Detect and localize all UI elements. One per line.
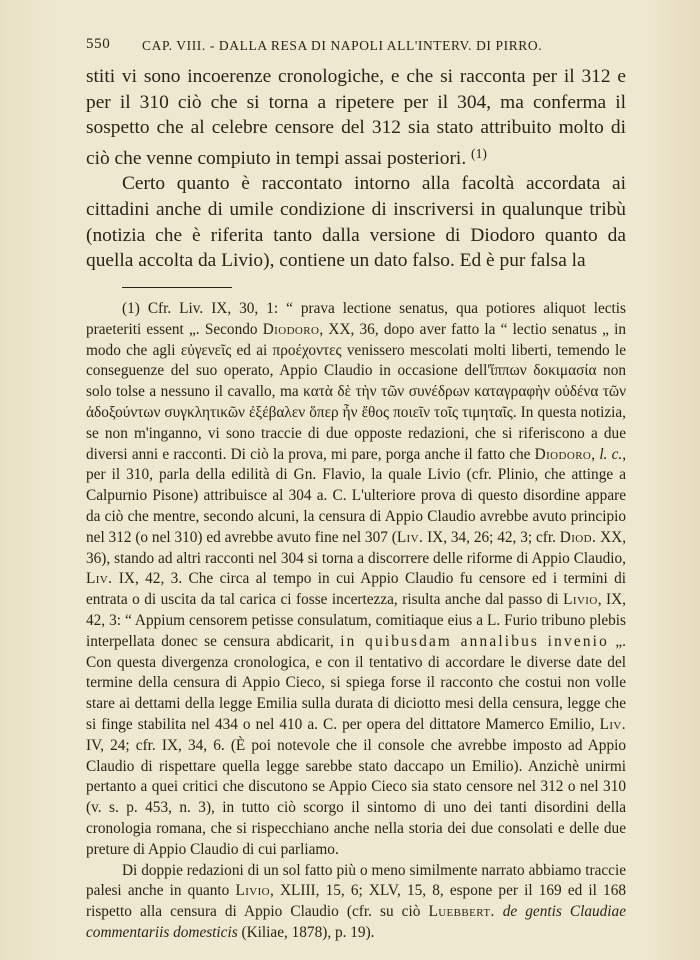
footnote-text: Cfr. Liv. IX, 30, 1: “ prava lectione senatus, qua potiores aliquot lectis praeteriti essent „. Secondo [86, 300, 626, 338]
footnote-text: IX, 34, 26; 42, 3; cfr. [427, 528, 556, 546]
footnote-text: IX, 42, 3. Che circa al tempo in cui Appio Claudio fu censore ed i termini di entrata o di uscita da tal carica ci fosse incertezza, risulta anche dal passo di [86, 570, 626, 609]
author-name: Livio [235, 882, 271, 900]
page-number: 550 [86, 36, 111, 52]
footnotes [86, 299, 626, 944]
footnote-mark: (1) [122, 300, 140, 317]
running-title: CAP. VIII. - DALLA RESA DI NAPOLI ALL'INTERV. DI PIRRO. [142, 38, 543, 53]
author-name: Liv. [396, 528, 424, 546]
footnote [86, 299, 626, 861]
footnote-text: , XLIII, 15, 6; XLV, 15, 8, espone per il 169 ed il 168 rispetto alla censura di Appio Claudio (cfr. su ciò [86, 882, 626, 921]
footnote-text: Di doppie redazioni di un sol fatto più o meno similmente narrato abbiamo traccie palesi anche in quanto [86, 861, 626, 900]
author-name: Diodoro [262, 320, 320, 338]
author-name: Liv. [86, 570, 113, 588]
author-name: Livio [563, 591, 598, 609]
main-text [86, 64, 626, 274]
footnote-text: IV, 24; cfr. IX, 34, 6. (È poi notevole che il console che avrebbe imposto ad Appio Claudio di rispettare quella legge sarebbe stato daccapo un Emilio). Anzichè unirmi pertanto a quei critici che discutono se Appio Cieco sia stato censore nel 312 o nel 310 (v. s. p. 453, n. 3), in tutto ciò scorgo il sintomo di uno dei tanti disordini della cronologia romana, che si rispecchiano anche nella storia dei due consolati e delle due preture di Appio Claudio di cui parliamo. [86, 736, 626, 858]
footnote-divider [122, 287, 232, 288]
author-name: Diod. [559, 528, 597, 546]
footnote-text: , XX, 36, dopo aver fatto la “ lectio senatus „ in modo che agli εὐγενεῖς ed ai προέχοντες venissero mescolati molti liberti, temendo le conseguenze del suo operato, Appio Claudio in occasione dell'ἵππων δοκιμασία non solo tolse a nessuno il cavallo, ma κατὰ δὲ τὴν τῶν συνέδρων καταγραφὴν οὐδένα τῶν ἀδοξούντων συγκλητικῶν ἐξέβαλεν ὅπερ ἦν ἔθος ποιεῖν τοῖς τιμηταῖς. In questa notizia, se non m'inganno, vi sono traccie di due opposte redazioni, che si riferiscono a due diversi anni e racconti. Di ciò la prova, mi pare, porga anche il fatto che [86, 320, 627, 463]
paragraph [86, 64, 626, 171]
spaced-quotation: in quibusdam annalibus invenio [340, 632, 609, 650]
footnote-paragraph [86, 861, 626, 944]
footnote-text: „. Con questa divergenza cronologica, e con il tentativo di accordare le diverse date del termine della censura di Appio Cieco, si spiega forse il racconto che costui non volle stare ai dettami della legge Emilia sulla durata di diciotto mesi della censura, legge che si finge stabilita nel 434 o nel 410 a. C. per opera del dittatore Mamerco Emilio, [86, 632, 627, 733]
paragraph-text: stiti vi sono incoerenze cronologiche, e che si racconta per il 312 e per il 310 ciò che si torna a ripetere per il 304, ma conferma il sospetto che al celebre censore del 312 sia stato attribuito molto di ciò che venne compiuto in tempi assai posteriori. [86, 66, 626, 169]
page-header [86, 36, 626, 58]
author-name: Liv. [599, 715, 626, 733]
footnote-text: , [591, 445, 596, 463]
footnote-text: , per il 310, parla della edilità di Gn. Flavio, la quale Livio (cfr. Plinio, che attinge a Calpurnio Pisone) attribuisce al 304 a. C. L'ulteriore prova di questo disordine appare da ciò che mentre, secondo alcuni, la censura di Appio Claudio avrebbe avuto principio nel 312 (o nel 310) ed avrebbe avuto fine nel 307 ( [86, 445, 627, 546]
citation-abbrev: l. c. [599, 445, 623, 463]
author-name: Diodoro [534, 445, 592, 463]
footnote-text: , IX, 42, 3: “ Appium censorem petisse consulatum, comitiaque eius a L. Furio tribuno plebis interpellata donec se censura abdicarit, [86, 591, 626, 650]
footnote-reference: (1) [471, 145, 487, 161]
footnote-text: (Kiliae, 1878), p. 19). [241, 923, 375, 941]
paragraph: Certo quanto è raccontato intorno alla facoltà accordata ai cittadini anche di umile condizione di inscriversi in qualunque tribù (notizia che è riferita tanto dalla versione di Diodoro quanto da quella accolta da Livio), contiene un dato falso. Ed è pur falsa la [86, 173, 626, 272]
footnote-text: XX, 36), stando ad altri racconti nel 304 si torna a discorrere delle riforme di Appio Claudio, [86, 528, 627, 567]
author-name: Luebbert. [428, 903, 495, 921]
work-title: de gentis Claudiae commentariis domesticis [86, 903, 626, 941]
